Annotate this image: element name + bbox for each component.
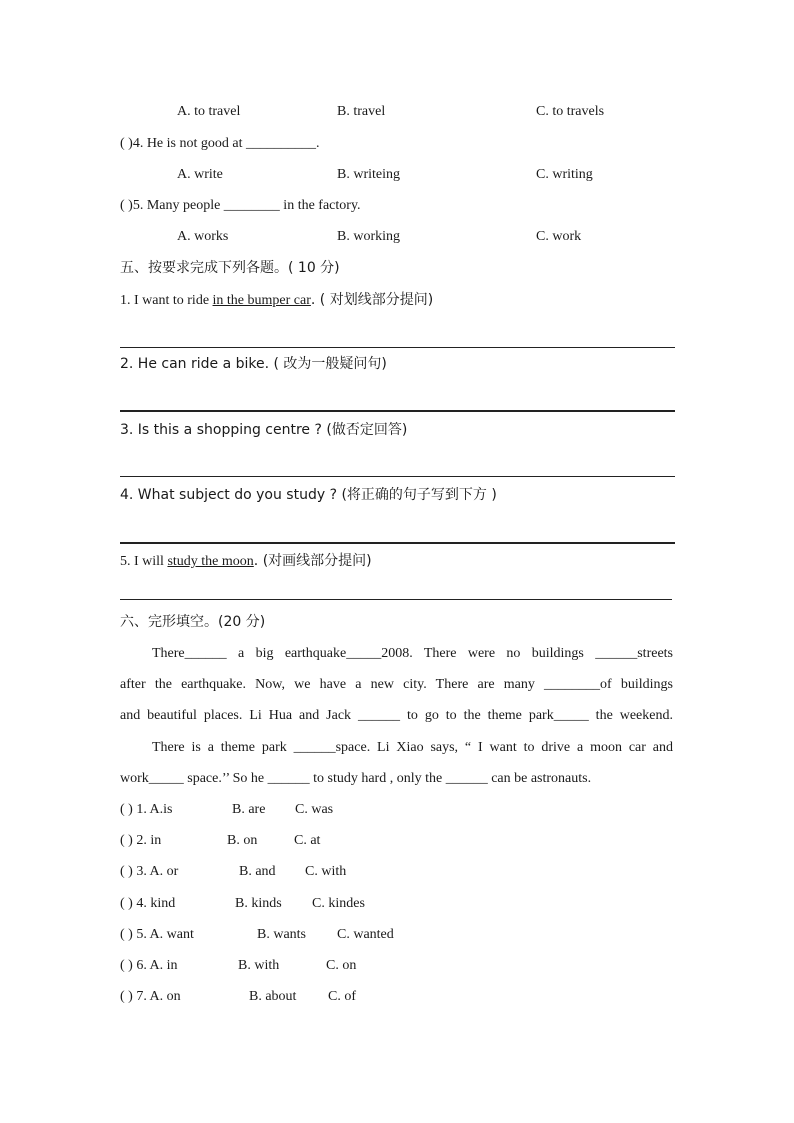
section5-item-2: 2. He can ride a bike. ( 改为一般疑问句): [120, 356, 387, 372]
choice-1-c: C. was: [295, 802, 334, 817]
q3-option-b: B. travel: [337, 104, 386, 119]
choice-5-b: B. wants: [257, 927, 306, 942]
passage-line-5: work_____ space.’’ So he ______ to study hard , only the ______ can be astronauts.: [120, 771, 592, 786]
q5-option-b: B. working: [337, 229, 400, 244]
q3-option-a: A. to travel: [177, 104, 241, 119]
choice-4-c: C. kindes: [312, 896, 365, 911]
choice-row-6: [120, 957, 357, 975]
choice-row-7: [120, 988, 356, 1006]
choice-row-4: [120, 895, 365, 913]
q5-option-c: C. work: [536, 229, 582, 244]
choice-7-c: C. of: [328, 989, 356, 1004]
choice-3-stem: ( ) 3. A. or: [120, 864, 179, 879]
choice-1-b: B. are: [232, 802, 266, 817]
passage-line-3: and beautiful places. Li Hua and Jack ______ to go to the theme park_____ the weekend.: [120, 708, 673, 723]
choice-7-b: B. about: [249, 989, 297, 1004]
section5-item-5: [120, 552, 372, 571]
section6-heading: 六、完形填空。(20 分): [120, 614, 266, 630]
answer-line-1[interactable]: [120, 347, 675, 348]
passage-line-1: There______ a big earthquake_____2008. There were no buildings ______streets: [152, 646, 673, 661]
q3-option-c: C. to travels: [536, 104, 605, 119]
section5-heading: 五、按要求完成下列各题。( 10 分): [120, 260, 340, 276]
choice-row-2: [120, 832, 321, 850]
item1-underlined: in the bumper car: [212, 293, 311, 308]
item1-post: . ( 对划线部分提问): [310, 292, 434, 308]
choice-row-1: [120, 801, 334, 819]
q4-option-a: A. write: [177, 167, 223, 182]
choice-3-b: B. and: [239, 864, 276, 879]
choice-2-stem: ( ) 2. in: [120, 833, 162, 848]
answer-line-4[interactable]: [120, 542, 675, 544]
item5-pre: 5. I will: [120, 554, 168, 569]
q5-stem: ( )5. Many people ________ in the factory.: [120, 198, 361, 213]
choice-2-c: C. at: [294, 833, 321, 848]
choice-3-c: C. with: [305, 864, 347, 879]
passage-line-4: There is a theme park ______space. Li Xiao says, “ I want to drive a moon car and: [152, 740, 673, 755]
choice-7-stem: ( ) 7. A. on: [120, 989, 181, 1004]
choice-row-5: [120, 926, 394, 944]
choice-1-stem: ( ) 1. A.is: [120, 802, 173, 817]
choice-6-c: C. on: [326, 958, 357, 973]
item5-post: . (对画线部分提问): [253, 553, 372, 569]
item5-underlined: study the moon: [167, 554, 254, 569]
answer-line-3[interactable]: [120, 476, 675, 477]
choice-row-3: [120, 863, 347, 881]
passage-line-2: after the earthquake. Now, we have a new city. There are many ________of buildings: [120, 677, 673, 692]
choice-4-b: B. kinds: [235, 896, 282, 911]
choice-5-stem: ( ) 5. A. want: [120, 927, 194, 942]
q5-option-a: A. works: [177, 229, 229, 244]
choice-6-stem: ( ) 6. A. in: [120, 958, 178, 973]
section5-item-4: 4. What subject do you study ? (将正确的句子写到下方 ): [120, 487, 497, 503]
answer-line-2[interactable]: [120, 410, 675, 412]
q4-option-c: C. writing: [536, 167, 593, 182]
item1-pre: 1. I want to ride: [120, 293, 213, 308]
section5-item-3: 3. Is this a shopping centre ? (做否定回答): [120, 422, 408, 438]
choice-2-b: B. on: [227, 833, 258, 848]
q4-stem: ( )4. He is not good at __________.: [120, 136, 320, 151]
choice-5-c: C. wanted: [337, 927, 394, 942]
answer-line-5[interactable]: [120, 599, 672, 600]
choice-6-b: B. with: [238, 958, 280, 973]
section5-item-1: [120, 291, 433, 310]
q4-option-b: B. writeing: [337, 167, 400, 182]
choice-4-stem: ( ) 4. kind: [120, 896, 176, 911]
